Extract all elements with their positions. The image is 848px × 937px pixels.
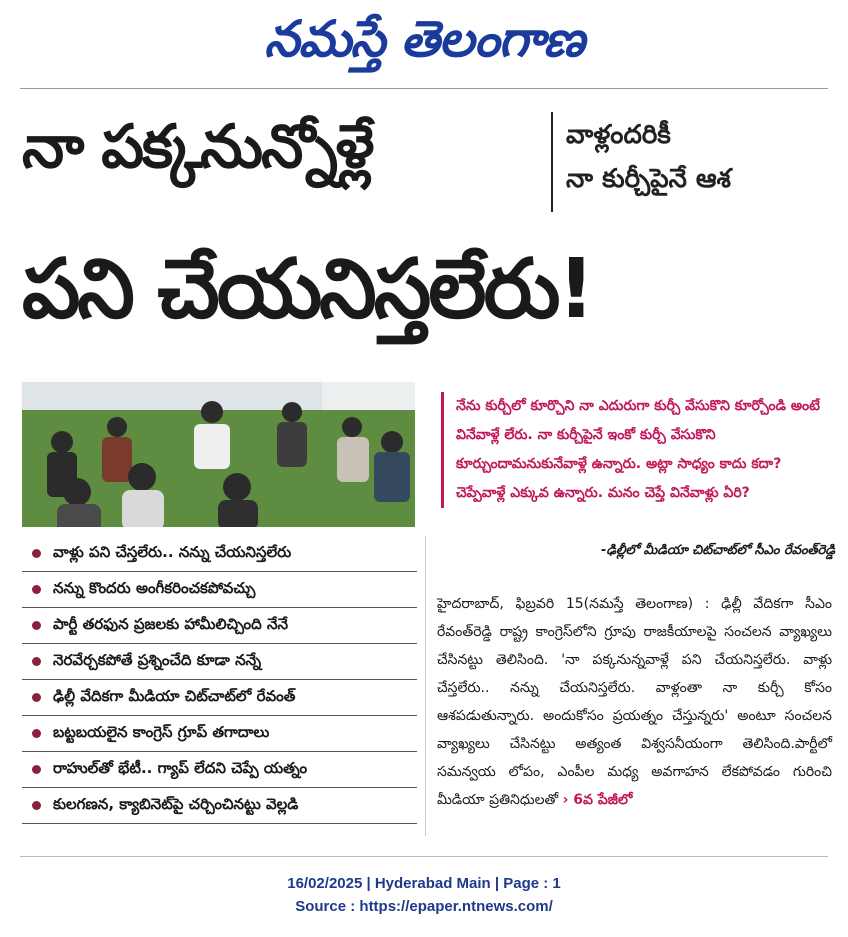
- headline-line-1: నా పక్కనున్నోళ్లే: [22, 112, 373, 182]
- kicker: [566, 113, 836, 201]
- news-photo: [22, 382, 415, 527]
- continued-label: 6వ పేజీలో: [573, 792, 633, 808]
- list-item: [22, 716, 417, 752]
- article-body: [437, 590, 832, 814]
- masthead-logo: నమస్తే తెలంగాణ: [264, 9, 584, 68]
- list-item-text: కులగణన, క్యాబినెట్‌పై చర్చించినట్టు వెల్లడి: [53, 794, 299, 813]
- bullet-icon: [32, 801, 41, 810]
- list-item-text: రాహుల్‌తో భేటీ.. గ్యాప్ లేదని చెప్పే యత్నం: [53, 758, 308, 777]
- divider: [20, 88, 828, 89]
- kicker-line-2: నా కుర్చీపైనే ఆశ: [566, 164, 731, 194]
- bullet-icon: [32, 621, 41, 630]
- list-item: [22, 608, 417, 644]
- column-divider: [425, 536, 426, 836]
- continued-link[interactable]: › 6వ పేజీలో: [562, 792, 633, 808]
- footer-source[interactable]: Source : https://epaper.ntnews.com/: [295, 898, 553, 915]
- kicker-line-1: వాళ్లందరికీ: [566, 120, 671, 150]
- list-item-text: పార్టీ తరఫున ప్రజలకు హామీలిచ్చింది నేనే: [53, 614, 289, 633]
- kicker-divider: [551, 112, 553, 212]
- list-item: [22, 644, 417, 680]
- bullet-icon: [32, 729, 41, 738]
- list-item-text: నన్ను కొందరు అంగీకరించకపోవచ్చు: [53, 578, 256, 597]
- bullet-icon: [32, 549, 41, 558]
- list-item: [22, 680, 417, 716]
- list-item-text: నెరవేర్చకపోతే ప్రశ్నించేది కూడా నన్నే: [53, 650, 262, 669]
- pull-quote: నేను కుర్చీలో కూర్చొని నా ఎదురుగా కుర్చీ వేసుకొని కూర్చోండి అంటే వినేవాళ్లే లేరు. నా కుర్చీపైనే ఇంకో కుర్చీ వేసుకొని కూర్చుందామనుకునేవాళ్లే ఉన్నారు. అట్లా సాధ్యం కాదు కదా? చెప్పేవాళ్లే ఎక్కువ ఉన్నారు. మనం చెప్తే వినేవాళ్లు ఏరి?: [441, 392, 826, 508]
- bullet-icon: [32, 585, 41, 594]
- list-item: [22, 752, 417, 788]
- list-item-text: ఢిల్లీ వేదికగా మీడియా చిట్‌చాట్‌లో రేవంత్: [53, 686, 296, 705]
- bullet-icon: [32, 693, 41, 702]
- list-item-text: బట్టబయలైన కాంగ్రెస్ గ్రూప్ తగాదాలు: [53, 722, 270, 741]
- list-item: [22, 572, 417, 608]
- bullet-icon: [32, 765, 41, 774]
- list-item: [22, 788, 417, 824]
- photo-illustration: [22, 382, 415, 527]
- list-item: [22, 536, 417, 572]
- footer-edition-info: 16/02/2025 | Hyderabad Main | Page : 1: [287, 875, 561, 892]
- list-item-text: వాళ్లు పని చేస్తలేరు.. నన్ను చేయనిస్తలేరు: [53, 542, 292, 561]
- quote-attribution: -ఢిల్లీలో మీడియా చిట్‌చాట్‌లో సీఎం రేవంత్‌రెడ్డి: [601, 543, 835, 558]
- footer-divider: [20, 856, 828, 857]
- headline-line-2: పని చేయనిస్తలేరు!: [22, 242, 592, 337]
- highlights-list: [22, 536, 417, 824]
- article-text: హైదరాబాద్, ఫిబ్రవరి 15(నమస్తే తెలంగాణ) : ఢిల్లీ వేదికగా సీఎం రేవంత్‌రెడ్డి రాష్ట్ర కాంగ్రెస్‌లోని గ్రూపు రాజకీయాలపై సంచలన వ్యాఖ్యలు చేసినట్టు తెలిసింది. 'నా పక్కనున్నవాళ్లే పని చేయనిస్తలేరు. వాళ్లు చేస్తలేరు.. నన్ను చేయనిస్తలేరు. వాళ్లంతా నా కుర్చీ కోసం ఆశపడుతున్నారు. అందుకోసం ప్రయత్నం చేస్తున్నరు' అంటూ సంచలన వ్యాఖ్యలు చేసినట్టు అత్యంత విశ్వసనీయంగా తెలిసింది.పార్టీలో సమన్వయ లోపం, ఎంపీల మధ్య అవగాహన లేకపోవడం గురించి మీడియా ప్రతినిధులతో: [437, 596, 832, 808]
- bullet-icon: [32, 657, 41, 666]
